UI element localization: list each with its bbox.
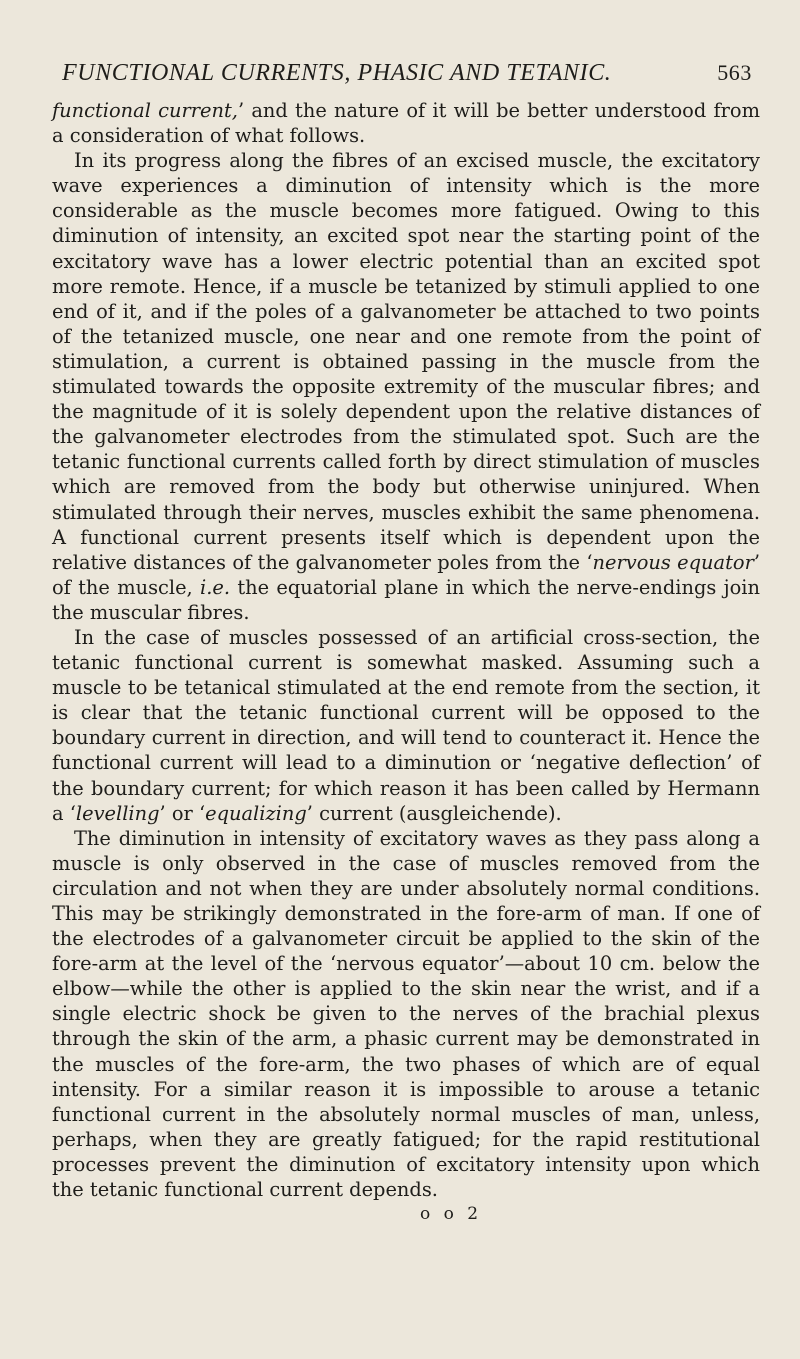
body-text (52, 98, 760, 1202)
running-header (52, 50, 760, 86)
text-span: In its progress along the fibres of an excised muscle, the excitatory wave experiences a diminution of intensity which is the more considerable as the muscle becomes more fatigued. Owing to this diminution of intensity, an excited spot near the starting point of the excitatory wave has a lower electric potential than an excited spot more remote. Hence, if a muscle be tetanized by stimuli applied to one end of it, and if the poles of a galvanometer be attached to two points of the tetanized muscle, one near and one remote from the point of stimulation, a current is obtained passing in the muscle from the stimulated towards the opposite extremity of the muscular fibres; and the magnitude of it is solely dependent upon the relative distances of the galvanometer electrodes from the stimulated spot. Such are the tetanic functional currents called forth by direct stimulation of muscles which are removed from the body but otherwise uninjured. When stimulated through their nerves, muscles exhibit the same phenomena. A functional current presents itself which is dependent upon the relative distances of the galvanometer poles from the ‘ (52, 149, 760, 574)
text-span: i.e. (200, 575, 231, 599)
text-span: ’ current (ausgleichende). (306, 801, 562, 825)
text-span: functional current, (52, 99, 238, 122)
text-span: nervous equator (592, 550, 754, 574)
text-span: levelling (75, 801, 160, 825)
text-span: ’ or ‘ (159, 801, 206, 825)
text-span: The diminution in intensity of excitatory waves as they pass along a muscle is only observed in the case of muscles removed from the circulation and not when they are under absolutely normal conditions. This may be strikingly demonstrated in the fore-arm of man. If one of the electrodes of a galvanometer circuit be applied to the skin of the fore-arm at the level of the ‘nervous equator’—about 10 cm. below the elbow—while the other is applied to the skin near the wrist, and if a single electric shock be given to the nerves of the brachial plexus through the skin of the arm, a phasic current may be demonstrated in the muscles of the fore-arm, the two phases of which are of equal intensity. For a similar reason it is impossible to arouse a tetanic functional current in the absolutely normal muscles of man, unless, perhaps, when they are greatly fatigued; for the rapid restitutional processes prevent the diminution of excitatory intensity upon which the tetanic functional current depends. (52, 826, 760, 1202)
paragraph (52, 148, 760, 625)
text-span: the equatorial plane in which the nerve-endings join the muscular fibres. (52, 575, 760, 624)
text-span: ’ of the muscle, (52, 550, 761, 599)
signature-mark: o o 2 (419, 1204, 483, 1225)
text-span: In the case of muscles possessed of an artificial cross-section, the tetanic functional current is somewhat masked. Assuming such a muscle to be tetanical stimulated at the end remote from the section, it is clear that the tetanic functional current will be opposed to the boundary current in direction, and will tend to counteract it. Hence the functional current will lead to a diminution or ‘negative deflection’ of the boundary current; for which reason it has been called by Hermann a ‘ (52, 625, 760, 825)
text-span: equalizing (205, 801, 307, 825)
paragraph (52, 826, 760, 1202)
page-number: 563 (717, 60, 752, 85)
running-title: FUNCTIONAL CURRENTS, PHASIC AND TETANIC. (62, 60, 612, 86)
paragraph (52, 98, 760, 148)
text-span: ’ and the nature of it will be better understood from a consideration of what follows. (52, 99, 760, 148)
paragraph (52, 625, 760, 826)
